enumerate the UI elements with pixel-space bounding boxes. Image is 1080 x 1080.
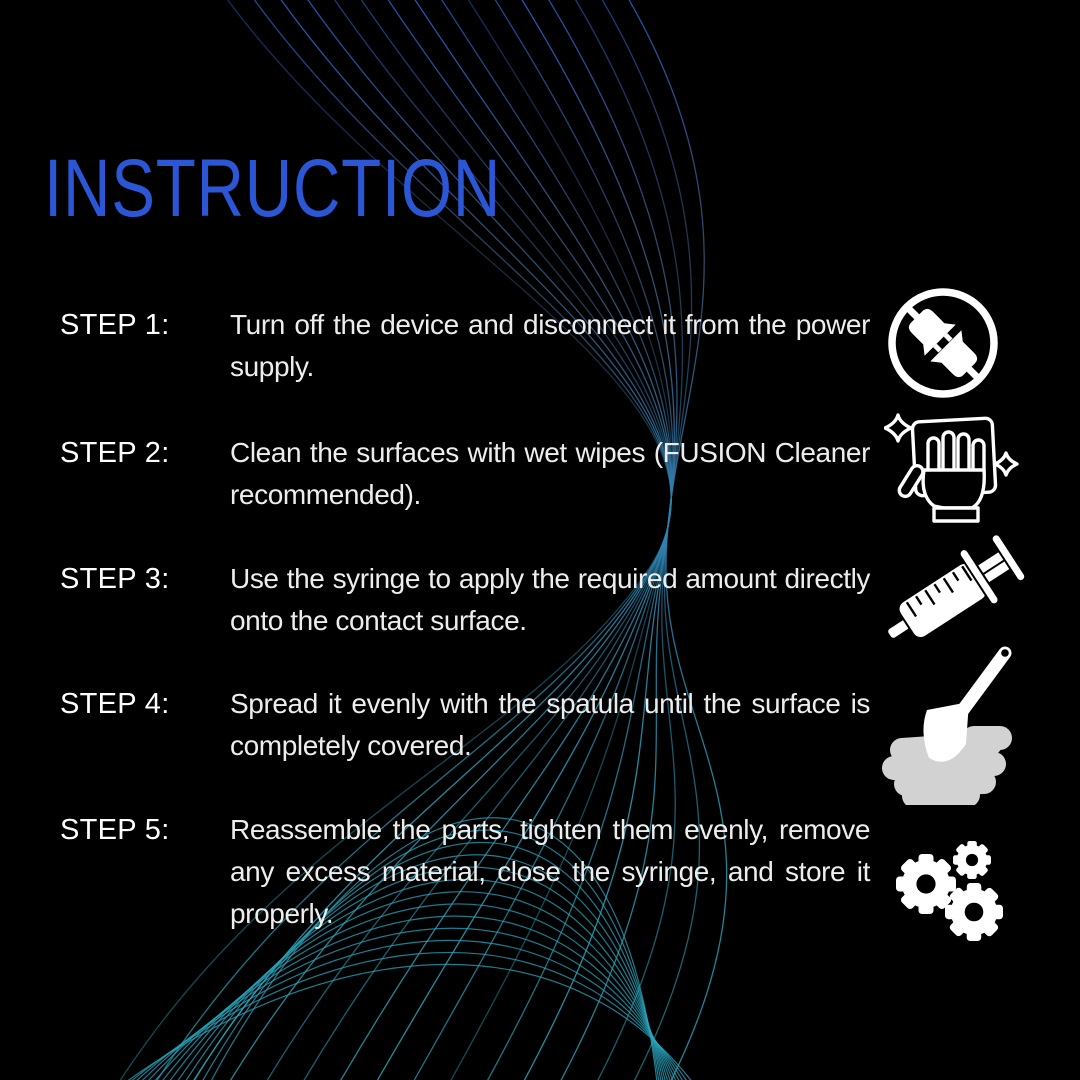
step-text: Turn off the device and disconnect it from the power supply. — [230, 309, 870, 382]
cleaning-wipe-icon — [884, 412, 1020, 530]
step-text: Spread it evenly with the spatula until the surface is completely covered. — [230, 688, 870, 761]
step-label: STEP 4: — [60, 688, 170, 720]
step-label: STEP 2: — [60, 437, 170, 469]
step-label: STEP 3: — [60, 563, 170, 595]
step-text: Clean the surfaces with wet wipes (FUSION Cleaner recommended). — [230, 437, 870, 510]
gears-icon — [884, 836, 1009, 946]
step-text: Use the syringe to apply the required amount directly onto the contact surface. — [230, 563, 870, 636]
step-label: STEP 5: — [60, 814, 170, 846]
page-title: INSTRUCTION — [44, 143, 502, 234]
step-label: STEP 1: — [60, 309, 170, 341]
syringe-icon — [876, 534, 1026, 656]
unplug-icon — [884, 284, 1002, 402]
step-text: Reassemble the parts, tighten them evenly, remove any excess material, close the syringe, and store it properly. — [230, 814, 870, 929]
spatula-icon — [872, 640, 1022, 805]
